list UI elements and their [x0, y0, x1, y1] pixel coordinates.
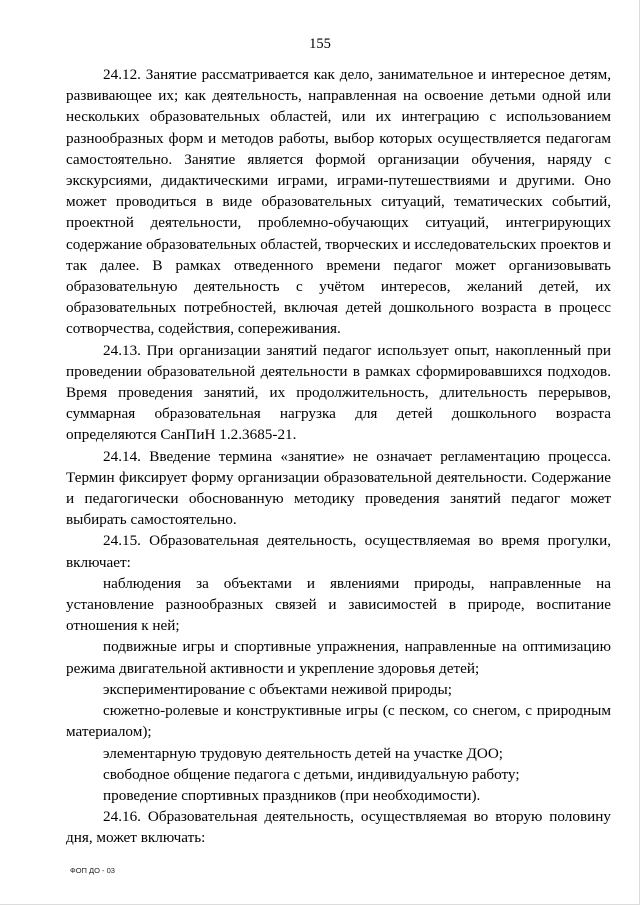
list-item-role-games: сюжетно-ролевые и конструктивные игры (с песком, со снегом, с природным материалом);: [66, 702, 611, 741]
list-item-communication: свободное общение педагога с детьми, индивидуальную работу;: [103, 765, 520, 783]
paragraph-24-12: 24.12. Занятие рассматривается как дело, занимательное и интересное детям, развивающее их; как деятельность, направленная на освоение детьми одной или нескольких образовательных областей, или их интеграцию с использованием разнообразных форм и методов работы, выбор которых осуществляется педагогам самостоятельно. Занятие является формой организации обучения, наряду с экскурсиями, дидактическими играми, играми-путешествиями и другими. Оно может проводиться в виде образовательных ситуаций, тематических событий, проектной деятельности, проблемно-обучающих ситуаций, интегрирующих содержание образовательных областей, творческих и исследовательских проектов и так далее. В рамках отведенного времени педагог может организовывать образовательную деятельность с учётом интересов, желаний детей, их образовательных потребностей, включая детей дошкольного возраста в процесс сотворчества, содействия, сопереживания.: [66, 66, 611, 338]
paragraph-24-16: 24.16. Образовательная деятельность, осуществляемая во вторую половину дня, может включать:: [66, 808, 611, 847]
list-item-sport-holidays: проведение спортивных праздников (при необходимости).: [103, 786, 481, 804]
paragraph-24-13: 24.13. При организации занятий педагог использует опыт, накопленный при проведении образовательной деятельности в рамках сформировавшихся подходов. Время проведения занятий, их продолжительность, длительность перерывов, суммарная образовательная нагрузка для детей дошкольного возраста определяются СанПиН 1.2.3685-21.: [66, 341, 611, 444]
list-item-labor: элементарную трудовую деятельность детей на участке ДОО;: [103, 744, 504, 762]
list-item-observation: наблюдения за объектами и явлениями природы, направленные на установление разнообразных связей и зависимостей в природе, воспитание отношения к ней;: [66, 574, 611, 635]
footer-code: ФОП ДО - 03: [70, 866, 115, 875]
body-text: [66, 64, 611, 849]
paragraph-24-14: 24.14. Введение термина «занятие» не означает регламентацию процесса. Термин фиксирует форму организации образовательной деятельности. Содержание и педагогически обоснованную методику проведения занятий педагог может выбирать самостоятельно.: [66, 447, 611, 529]
list-item-experimenting: экспериментирование с объектами неживой природы;: [103, 680, 452, 698]
page-number: 155: [309, 36, 331, 52]
paragraph-24-15: 24.15. Образовательная деятельность, осуществляемая во время прогулки, включает:: [66, 532, 611, 571]
list-item-outdoor-games: подвижные игры и спортивные упражнения, направленные на оптимизацию режима двигательной активности и укрепление здоровья детей;: [66, 638, 611, 677]
